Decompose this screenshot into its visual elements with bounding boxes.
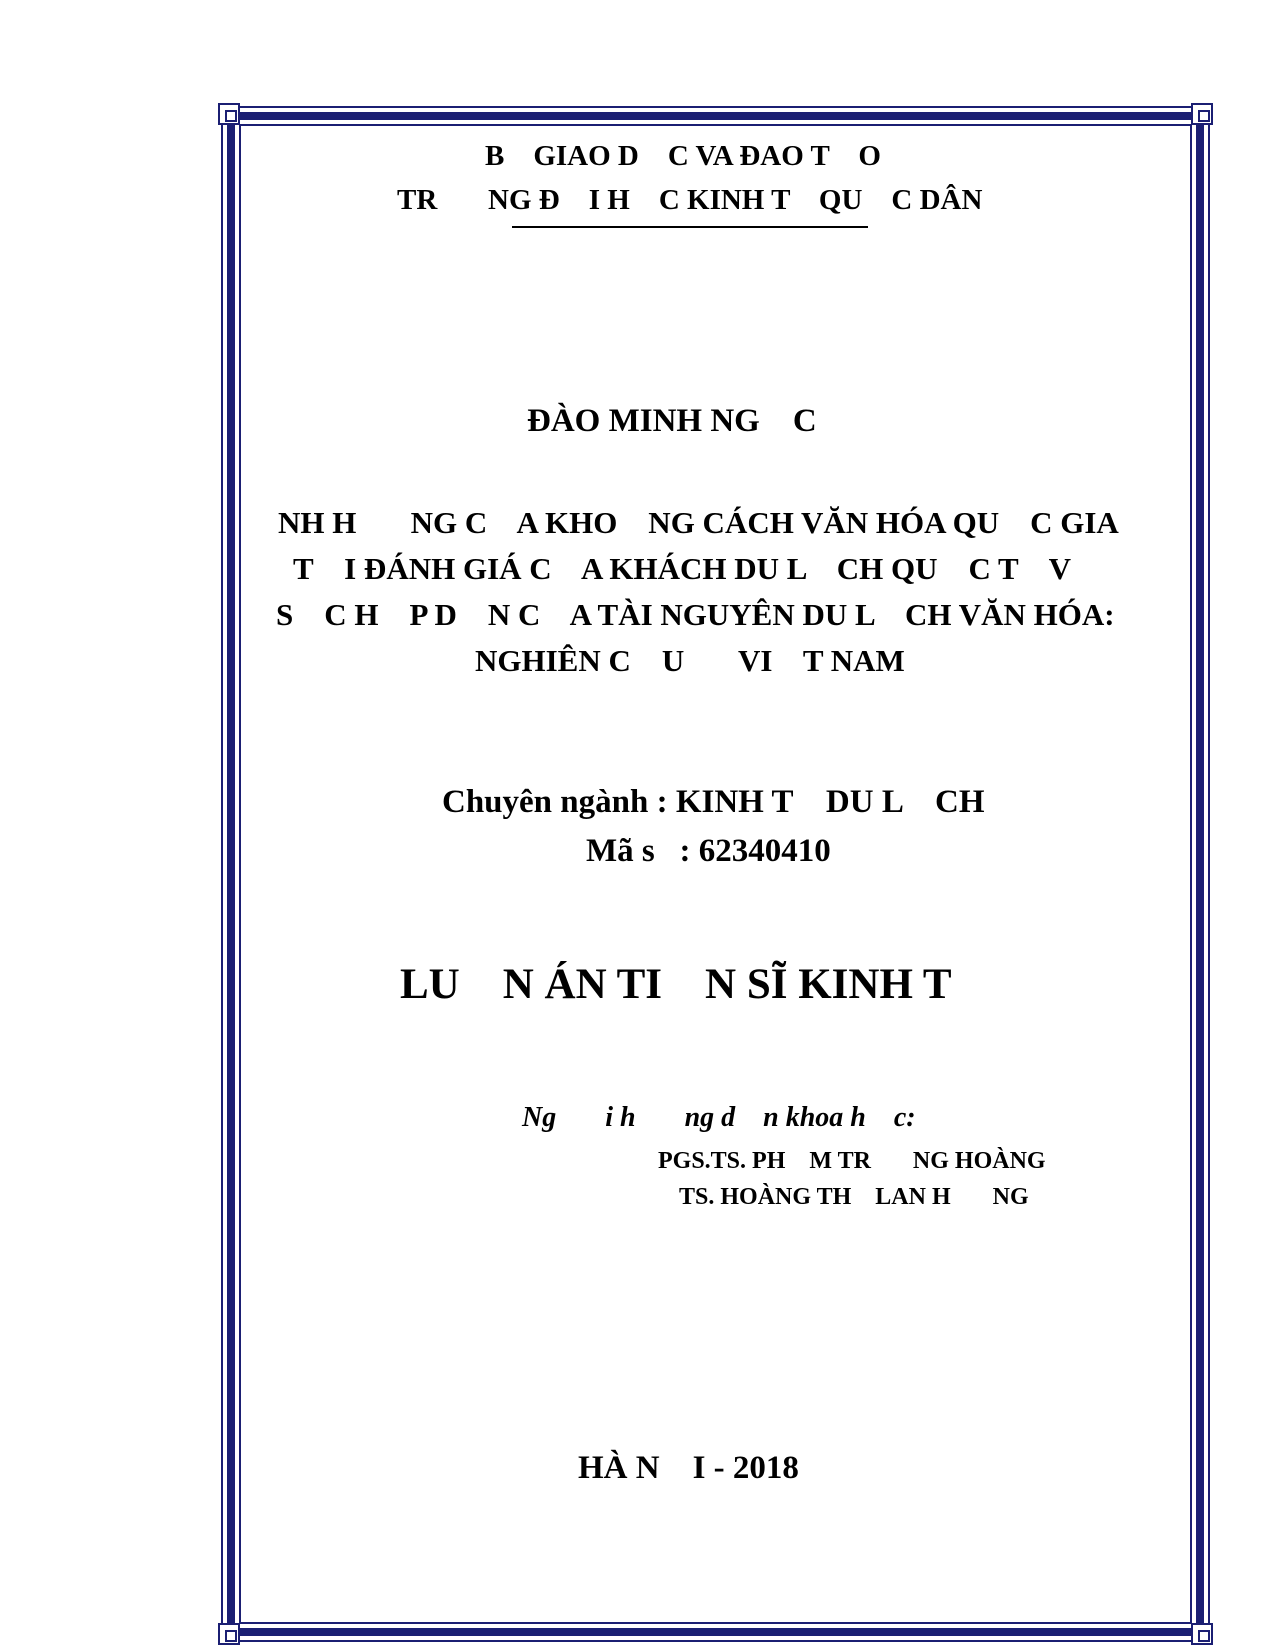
page-border-inner	[239, 124, 1192, 1624]
place-and-year: HÀ N I - 2018	[578, 1450, 799, 1486]
corner-ornament-bottom-right	[1191, 1623, 1213, 1645]
author-name: ĐÀO MINH NG C	[527, 403, 817, 439]
thesis-title-line-1: NH H NG C A KHO NG CÁCH VĂN HÓA QU C GIA	[278, 505, 1119, 540]
specialty-code: Mã s : 62340410	[586, 833, 831, 869]
corner-ornament-top-left	[218, 103, 240, 125]
advisor-name-2: TS. HOÀNG TH LAN H NG	[679, 1184, 1029, 1210]
corner-ornament-bottom-left	[218, 1623, 240, 1645]
thesis-title-line-3: S C H P D N C A TÀI NGUYÊN DU L CH VĂN HÓA:	[276, 597, 1115, 632]
corner-ornament-top-right	[1191, 103, 1213, 125]
degree-title: LU N ÁN TI N SĨ KINH T	[400, 961, 952, 1008]
advisors-label: Ng i h ng d n khoa h c:	[522, 1102, 916, 1133]
thesis-title-line-2: T I ĐÁNH GIÁ C A KHÁCH DU L CH QU C T V	[293, 551, 1071, 586]
specialty-line: Chuyên ngành : KINH T DU L CH	[442, 784, 985, 820]
ministry-name: B GIAO D C VA ĐAO T O	[485, 140, 881, 172]
thesis-title-line-4: NGHIÊN C U VI T NAM	[475, 643, 905, 678]
header-underline	[512, 226, 868, 228]
advisor-name-1: PGS.TS. PH M TR NG HOÀNG	[658, 1148, 1046, 1174]
university-name: TR NG Đ I H C KINH T QU C DÂN	[397, 184, 983, 216]
